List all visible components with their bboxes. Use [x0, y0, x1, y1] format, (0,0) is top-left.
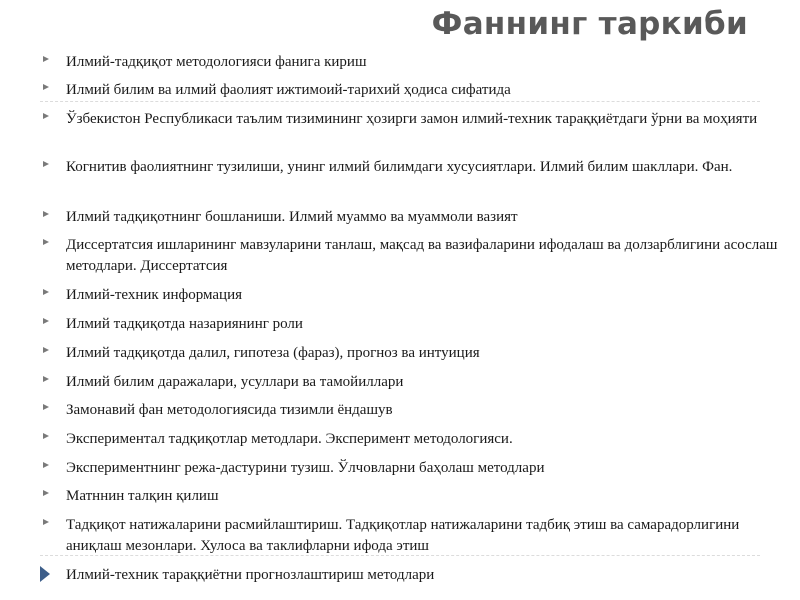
triangle-arrow-icon [43, 318, 49, 324]
list-item [40, 486, 795, 507]
triangle-arrow-icon [43, 433, 49, 439]
list-item [40, 314, 795, 335]
triangle-arrow-icon [43, 239, 49, 245]
list-item [40, 80, 795, 101]
triangle-arrow-icon [43, 161, 49, 167]
triangle-arrow-icon [43, 376, 49, 382]
list-item-text: Илмий тадқиқотнинг бошланиши. Илмий муаммо ва муаммоли вазият [66, 209, 518, 225]
triangle-arrow-icon [43, 289, 49, 295]
list-item [40, 109, 795, 130]
list-item-text: Матннин талқин қилиш [66, 488, 219, 504]
list-item [40, 285, 795, 306]
list-item-text: Экспериментал тадқиқотлар методлари. Эксперимент методологияси. [66, 431, 513, 447]
triangle-arrow-icon [43, 56, 49, 62]
list-item-text: Илмий-тадқиқот методологияси фанига кириш [66, 54, 367, 70]
list-item [40, 429, 795, 450]
list-item [40, 515, 795, 557]
list-item [40, 400, 795, 421]
list-item [40, 372, 795, 393]
triangle-arrow-icon [43, 211, 49, 217]
list-item-text: Илмий тадқиқотда назариянинг роли [66, 316, 303, 332]
triangle-arrow-icon [43, 113, 49, 119]
list-item [40, 458, 795, 479]
list-item-text: Илмий билим даражалари, усуллари ва тамойиллари [66, 374, 404, 390]
list-item [40, 52, 795, 73]
list-item-text: Илмий-техник информация [66, 287, 243, 303]
triangle-arrow-icon [43, 490, 49, 496]
list-item [40, 207, 795, 228]
list-item-text: Когнитив фаолиятнинг тузилиши, унинг илмий билимдаги хусусиятлари. Илмий билим шакллари. Фан. [66, 159, 733, 175]
triangle-arrow-icon [43, 519, 49, 525]
list-item-text: Ўзбекистон Республикаси таълим тизимининг ҳозирги замон илмий-техник тараққиётдаги ўрни ва моҳияти [66, 111, 758, 127]
list-item-text: Илмий-техник тараққиётни прогнозлаштириш методлари [66, 567, 435, 583]
triangle-arrow-icon [40, 566, 50, 582]
list-item-text: Илмий тадқиқотда далил, гипотеза (фараз), прогноз ва интуиция [66, 345, 480, 361]
triangle-arrow-icon [43, 404, 49, 410]
list-item [40, 157, 795, 178]
list-item-text: Замонавий фан методологиясида тизимли ёндашув [66, 402, 393, 418]
list-item [40, 565, 795, 586]
list-item-text: Диссертатсия ишларининг мавзуларини танлаш, мақсад ва вазифаларини ифодалаш ва долзарблигини асослаш методлари. Диссертатсия [66, 237, 778, 274]
list-item-text: Экспериментнинг режа-дастурини тузиш. Ўлчовларни баҳолаш методлари [66, 460, 545, 476]
triangle-arrow-icon [43, 347, 49, 353]
list-item [40, 343, 795, 364]
list-item [40, 235, 795, 277]
list-item-text: Илмий билим ва илмий фаолият ижтимоий-тарихий ҳодиса сифатида [66, 82, 511, 98]
list-item-text: Тадқиқот натижаларини расмийлаштириш. Тадқиқотлар натижаларини тадбиқ этиш ва самарадорлигини аниқлаш мезонлари. Хулоса ва таклифларни ифода этиш [66, 517, 740, 554]
slide-title: Фаннинг таркиби [431, 6, 748, 42]
triangle-arrow-icon [43, 462, 49, 468]
triangle-arrow-icon [43, 84, 49, 90]
